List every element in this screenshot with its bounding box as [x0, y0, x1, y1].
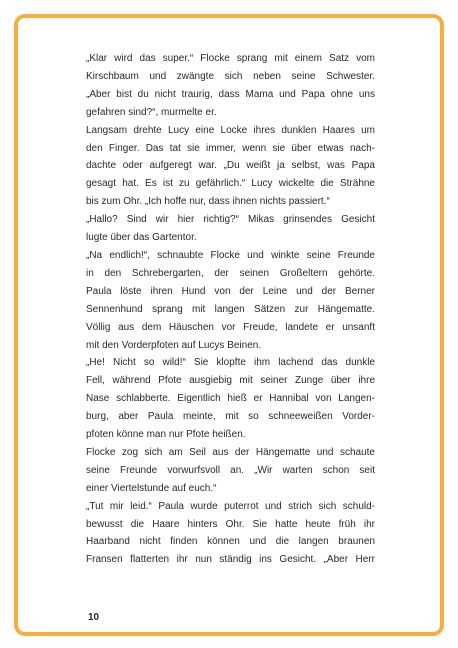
text-line: gefahren sind?“, murmelte er. — [86, 106, 217, 118]
text-line: „He! Nicht so wild!“ Sie klopfte ihm lachend das dunkle — [86, 357, 375, 369]
text-line: bis zum Ohr. „Ich hoffe nur, dass ihnen nichts passiert.“ — [86, 196, 330, 208]
text-line: in den Schrebergarten, der seinen Großeltern gehörte. — [86, 267, 375, 279]
text-line: Völlig aus dem Häuschen vor Freude, landete er unsanft — [86, 321, 375, 333]
text-line: Paula löste ihren Hund von der Leine und der Berner — [86, 285, 375, 297]
paragraph — [86, 354, 375, 444]
paragraph — [86, 122, 375, 212]
paragraph — [86, 498, 375, 570]
body-text — [86, 50, 375, 569]
text-line: einer Viertelstunde auf euch.“ — [86, 482, 217, 494]
paragraph — [86, 444, 375, 498]
text-line: „Tut mir leid.“ Paula wurde puterrot und strich sich schuld- — [86, 500, 375, 512]
text-line: „Hallo? Sind wir hier richtig?“ Mikas grinsendes Gesicht — [86, 214, 375, 226]
text-line: gesagt hat. Es ist zu gefährlich.“ Lucy wickelte die Strähne — [86, 178, 375, 190]
paragraph — [86, 211, 375, 247]
text-line: „Klar wird das super.“ Flocke sprang mit einem Satz vom — [86, 53, 375, 64]
text-line: dachte oder aufgeregt war. „Du weißt ja selbst, was Papa — [86, 160, 375, 172]
text-line: burg, aber Paula meinte, mit so schneeweißen Vorder- — [86, 411, 375, 423]
text-line: Fransen flatterten ihr nun ständig ins Gesicht. „Aber Herr — [86, 554, 375, 566]
text-line: lugte über das Gartentor. — [86, 232, 197, 244]
text-line: Sennenhund sprang mit langen Sätzen zur Hängematte. — [86, 303, 375, 315]
paragraph — [86, 247, 375, 354]
text-line: mit den Vorderpfoten auf Lucys Beinen. — [86, 339, 262, 351]
text-line: Flocke zog sich am Seil aus der Hängematte und schaute — [86, 446, 375, 458]
text-line: pfoten könne man nur Pfote heißen. — [86, 429, 246, 441]
page-number: 10 — [88, 612, 100, 623]
paragraph — [86, 50, 375, 122]
text-line: Nase schlabberte. Eigentlich hieß er Hannibal von Langen- — [86, 393, 375, 405]
text-line: Haarband nicht finden können und die langen braunen — [86, 536, 375, 548]
text-line: seine Freunde vorwurfsvoll an. „Wir warten schon seit — [86, 464, 375, 476]
text-line: Kirschbaum und zwängte sich neben seine Schwester. — [86, 70, 375, 82]
text-line: Fell, während Pfote ausgiebig mit seiner Zunge über ihre — [86, 375, 375, 387]
text-line: den Finger. Das tat sie immer, wenn sie über etwas nach- — [86, 142, 375, 154]
text-line: Langsam drehte Lucy eine Locke ihres dunklen Haares um — [86, 124, 375, 136]
text-line: „Aber bist du nicht traurig, dass Mama und Papa ohne uns — [86, 88, 375, 100]
text-line: „Na endlich!“, schnaubte Flocke und winkte seine Freunde — [86, 249, 375, 261]
text-line: bewusst die Haare hinters Ohr. Sie hatte heute früh ihr — [86, 518, 375, 530]
